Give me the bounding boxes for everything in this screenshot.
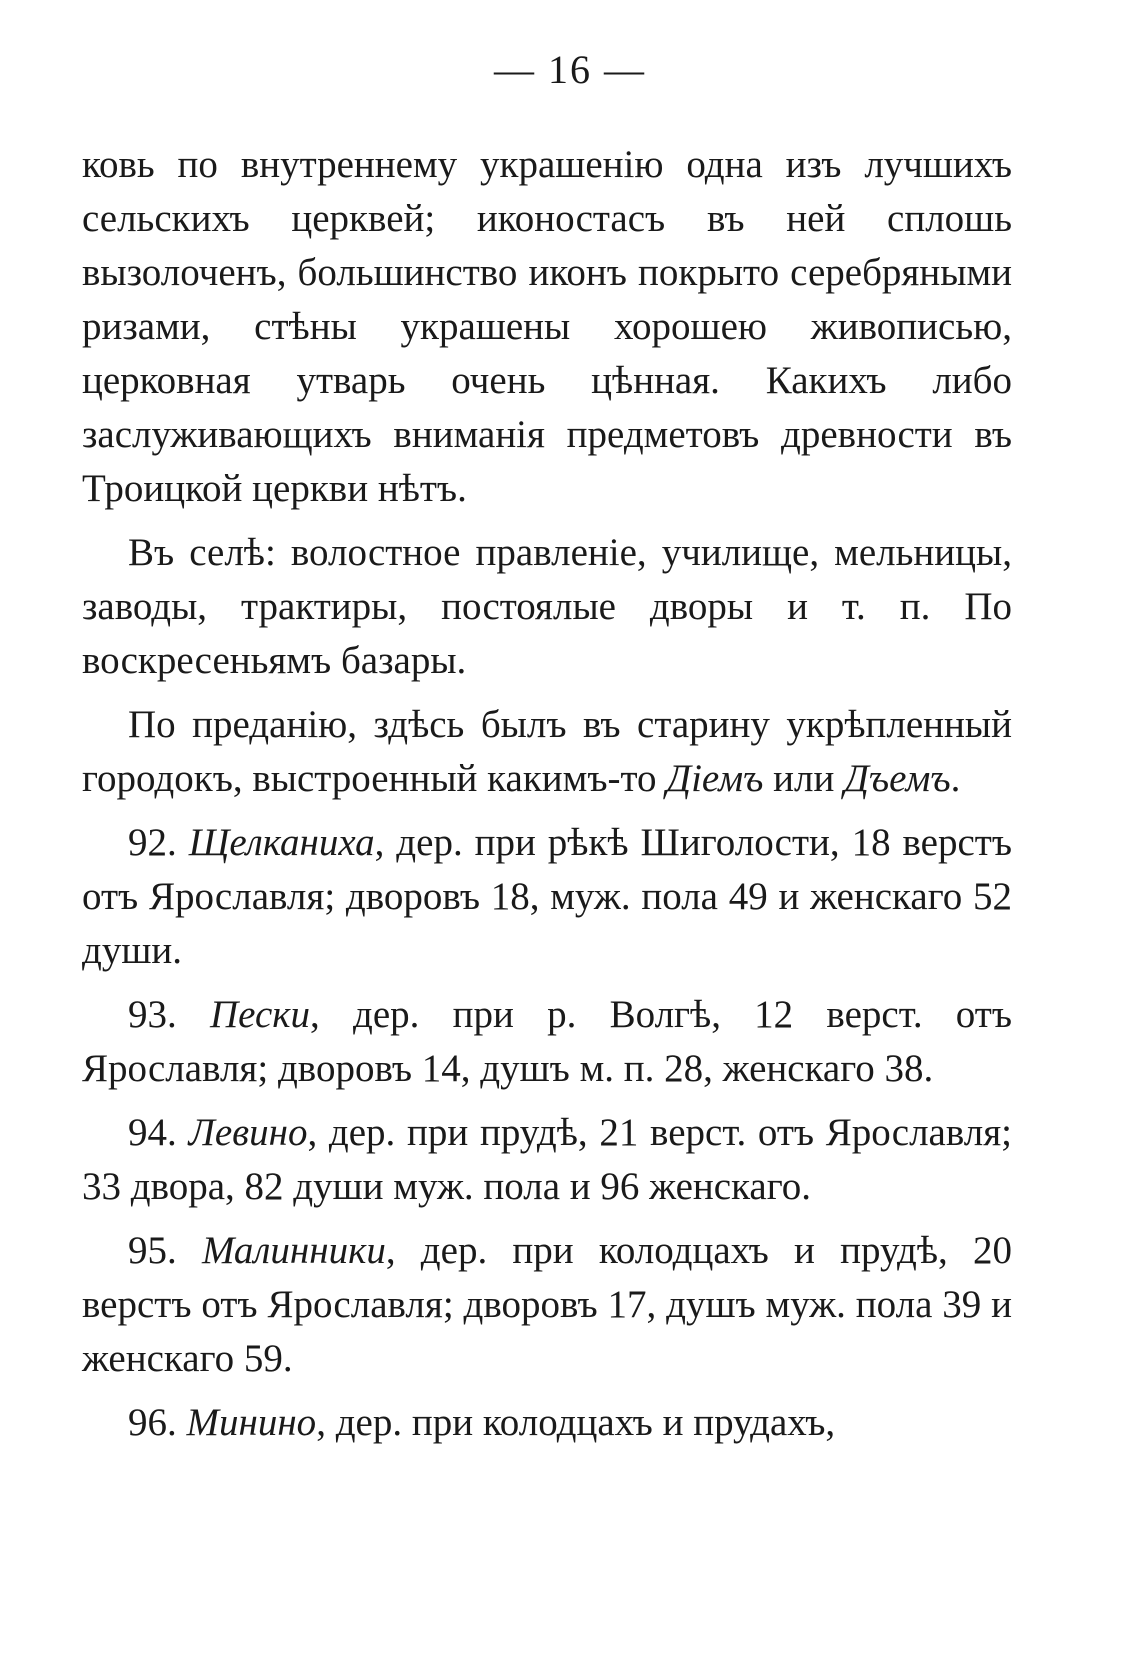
entry-number: 96. bbox=[128, 1401, 177, 1444]
entry-place-name: Левино bbox=[188, 1111, 308, 1154]
legend-name-2: Дъемъ bbox=[844, 757, 951, 800]
legend-connector: или bbox=[763, 757, 845, 800]
entry-place-name: Минино bbox=[186, 1401, 317, 1444]
entry-93 bbox=[82, 988, 1012, 1096]
entry-description: , дер. при колодцахъ и прудахъ, bbox=[316, 1401, 836, 1444]
entry-92 bbox=[82, 816, 1012, 978]
legend-text: По преданію, здѣсь былъ въ старину укрѣпленный городокъ, выстроенный какимъ-то bbox=[82, 703, 1012, 800]
entry-description: , дер. при прудѣ, 21 верст. отъ Ярославля; 33 двора, 82 души муж. пола и 96 женскаго. bbox=[82, 1111, 1012, 1208]
entry-description: , дер. при р. Волгѣ, 12 верст. отъ Ярославля; дворовъ 14, душъ м. п. 28, женскаго 38. bbox=[82, 993, 1013, 1090]
entry-description: , дер. при рѣкѣ Шиголости, 18 верстъ отъ Ярославля; дворовъ 18, муж. пола 49 и женскаго 52 души. bbox=[82, 821, 1013, 972]
entry-place-name: Пески bbox=[209, 993, 310, 1036]
page-number: — 16 — bbox=[494, 47, 646, 92]
paragraph-continuation: ковь по внутреннему украшенію одна изъ лучшихъ сельскихъ церквей; иконостасъ въ ней сплошь вызолоченъ, большинство иконъ покрыто серебряными ризами, стѣны украшены хорошею живописью, церковная утварь очень цѣнная. Какихъ либо заслуживающихъ вниманія предметовъ древности въ Троицкой церкви нѣтъ. bbox=[82, 143, 1012, 510]
entry-place-name: Малинники bbox=[201, 1229, 386, 1272]
entry-95 bbox=[82, 1224, 1012, 1386]
entry-number: 94. bbox=[128, 1111, 177, 1154]
paragraph-legend bbox=[82, 698, 1012, 806]
body-text bbox=[82, 138, 1012, 1460]
entry-place-name: Щелканиха bbox=[188, 821, 375, 864]
entry-94 bbox=[82, 1106, 1012, 1214]
legend-name-1: Діемъ bbox=[666, 757, 764, 800]
entry-number: 95. bbox=[128, 1229, 177, 1272]
legend-end: . bbox=[950, 757, 961, 800]
entry-number: 92. bbox=[128, 821, 177, 864]
entry-96 bbox=[82, 1396, 1012, 1450]
entry-number: 93. bbox=[128, 993, 177, 1036]
entry-description: , дер. при колодцахъ и прудѣ, 20 верстъ отъ Ярославля; дворовъ 17, душъ муж. пола 39 и женскаго 59. bbox=[82, 1229, 1012, 1380]
paragraph-village-facilities: Въ селѣ: волостное правленіе, училище, мельницы, заводы, трактиры, постоялые дворы и т. п. По воскресеньямъ базары. bbox=[82, 531, 1012, 682]
